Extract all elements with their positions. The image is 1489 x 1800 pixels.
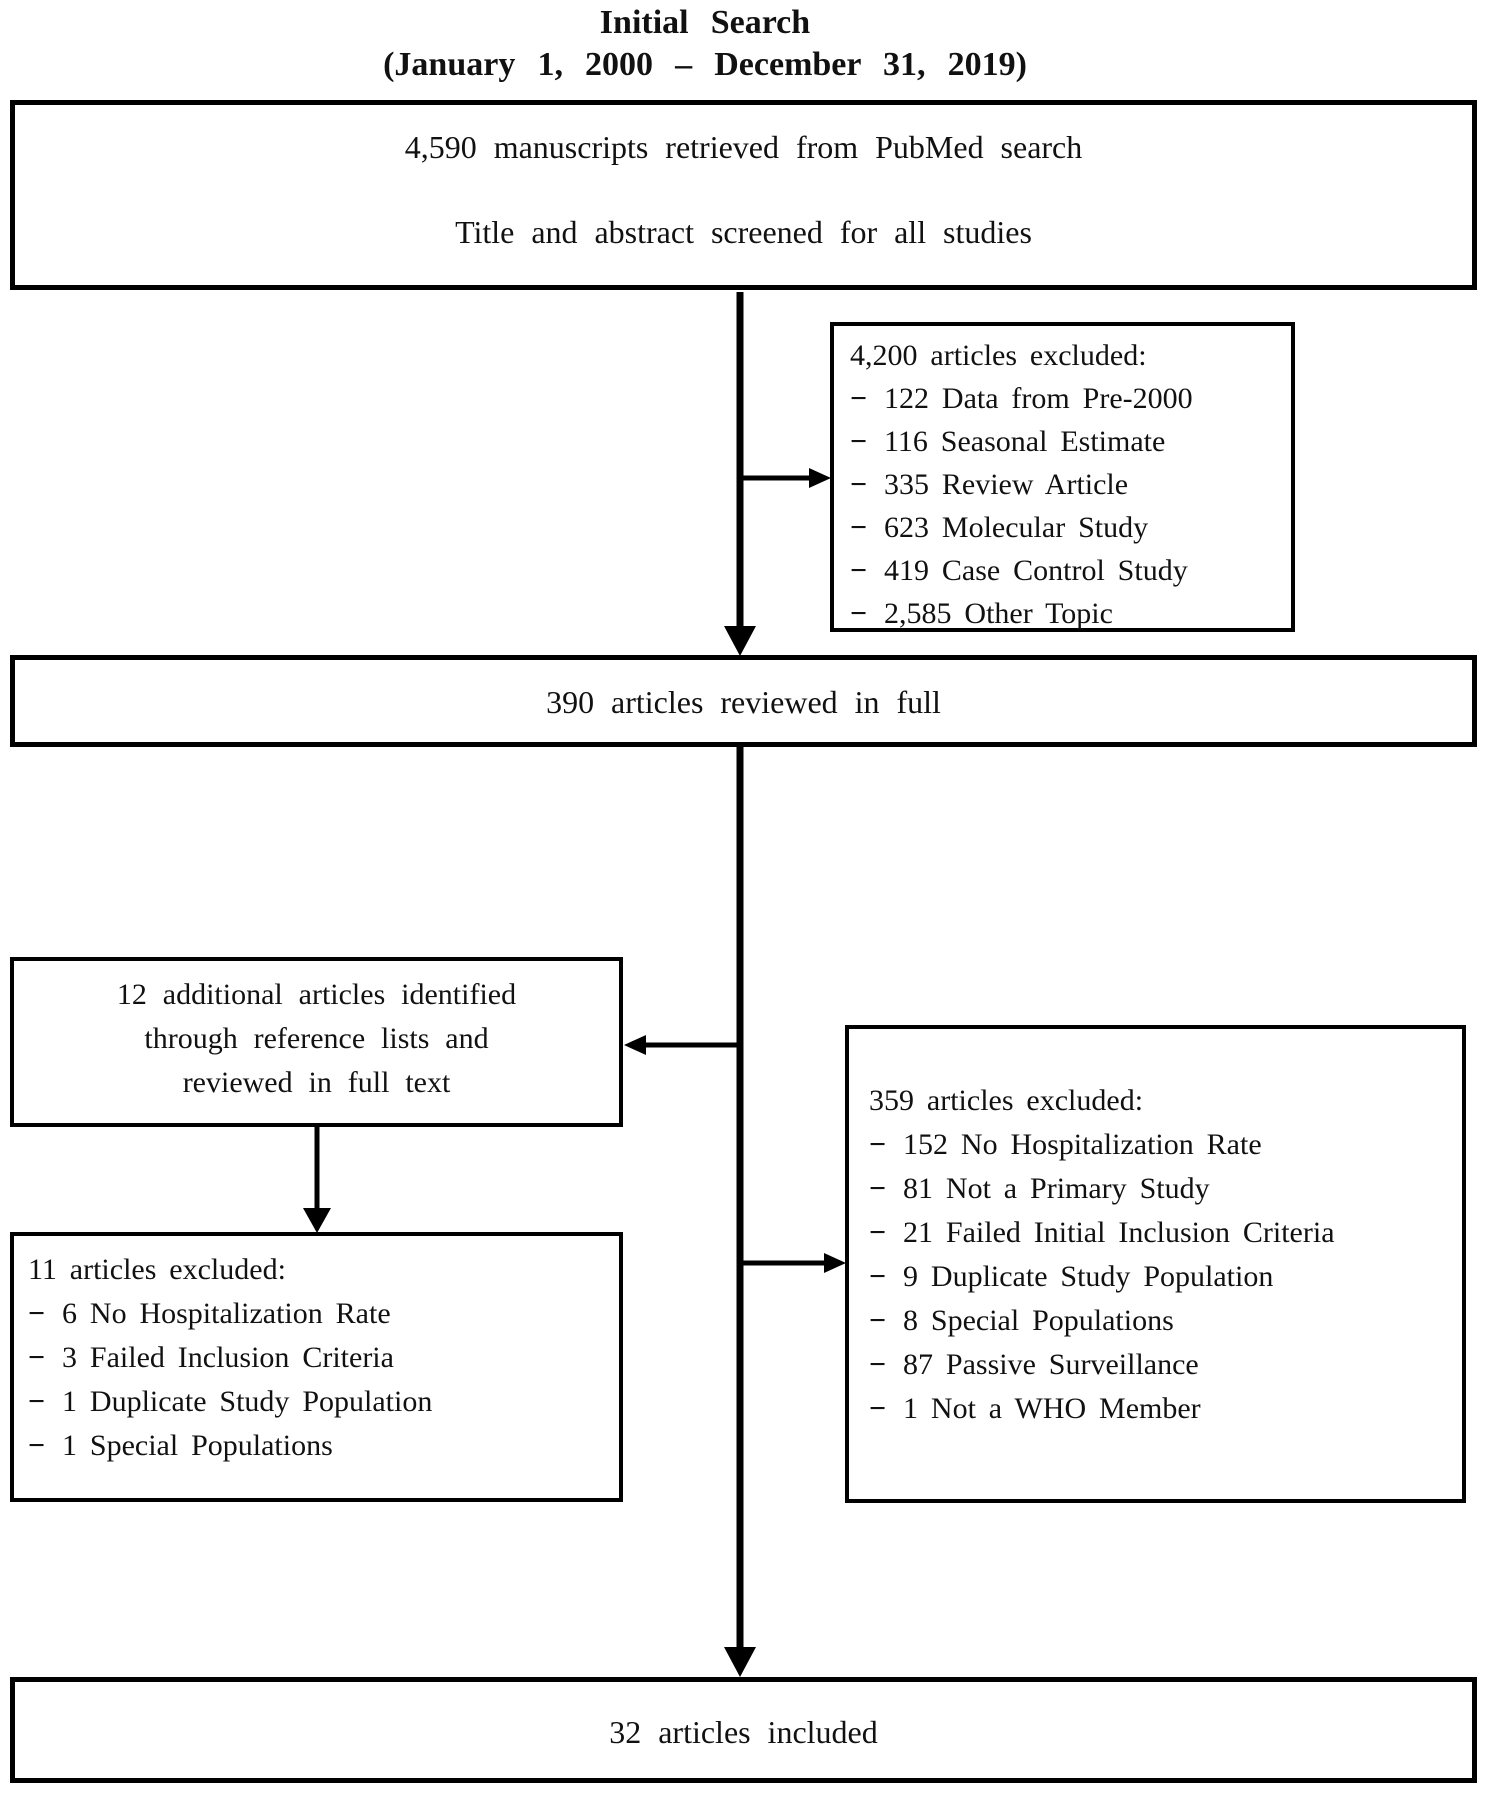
list-item: − 3 Failed Inclusion Criteria <box>28 1336 615 1380</box>
dash-bullet: − <box>869 1216 887 1249</box>
arrow-to-excluded-full-head <box>824 1253 846 1273</box>
dash-bullet: − <box>869 1304 887 1337</box>
arrow-additional-to-excluded-head <box>303 1208 331 1233</box>
arrow-reviewed-to-included-head <box>724 1647 756 1677</box>
box-excluded-initial <box>830 322 1295 632</box>
dash-bullet: − <box>869 1348 887 1381</box>
dash-bullet: − <box>850 597 868 630</box>
dash-bullet: − <box>869 1172 887 1205</box>
title-line-2: (January 1, 2000 – December 31, 2019) <box>383 46 1027 83</box>
list-item: − 6 No Hospitalization Rate <box>28 1292 615 1336</box>
diagram-title <box>0 2 1410 86</box>
additional-line-1: 12 additional articles identified <box>116 978 517 1011</box>
list-item: − 81 Not a Primary Study <box>869 1167 1458 1211</box>
list-item: − 419 Case Control Study <box>850 549 1287 592</box>
dash-bullet: − <box>850 468 868 501</box>
dash-bullet: − <box>869 1392 887 1425</box>
list-item: − 9 Duplicate Study Population <box>869 1255 1458 1299</box>
list-item: − 1 Not a WHO Member <box>869 1387 1458 1431</box>
excluded-additional-header: 11 articles excluded: <box>28 1253 286 1286</box>
dash-bullet: − <box>28 1385 46 1418</box>
dash-bullet: − <box>28 1297 46 1330</box>
list-item: − 152 No Hospitalization Rate <box>869 1123 1458 1167</box>
dash-bullet: − <box>28 1341 46 1374</box>
dash-bullet: − <box>850 382 868 415</box>
arrow-to-additional-head <box>624 1035 646 1055</box>
title-line-1: Initial Search <box>599 4 811 41</box>
list-item: − 1 Special Populations <box>28 1424 615 1468</box>
retrieved-line-1: 4,590 manuscripts retrieved from PubMed search <box>404 129 1083 165</box>
box-excluded-full <box>845 1025 1466 1503</box>
list-item: − 116 Seasonal Estimate <box>850 420 1287 463</box>
retrieved-line-2: Title and abstract screened for all studies <box>455 214 1032 250</box>
box-reviewed <box>10 655 1477 747</box>
dash-bullet: − <box>869 1260 887 1293</box>
additional-line-3: reviewed in full text <box>182 1066 451 1099</box>
list-item: − 1 Duplicate Study Population <box>28 1380 615 1424</box>
dash-bullet: − <box>850 425 868 458</box>
reviewed-text: 390 articles reviewed in full <box>546 684 941 720</box>
arrow-retrieved-to-reviewed-head <box>724 626 756 656</box>
list-item: − 21 Failed Initial Inclusion Criteria <box>869 1211 1458 1255</box>
dash-bullet: − <box>850 511 868 544</box>
box-excluded-additional <box>10 1232 623 1502</box>
dash-bullet: − <box>850 554 868 587</box>
excluded-full-header: 359 articles excluded: <box>869 1084 1144 1117</box>
list-item: − 2,585 Other Topic <box>850 592 1287 635</box>
list-item: − 335 Review Article <box>850 463 1287 506</box>
list-item: − 122 Data from Pre-2000 <box>850 377 1287 420</box>
box-retrieved <box>10 100 1477 290</box>
additional-line-2: through reference lists and <box>144 1022 489 1055</box>
box-additional <box>10 957 623 1127</box>
list-item: − 623 Molecular Study <box>850 506 1287 549</box>
arrow-to-excluded-initial-head <box>809 468 831 488</box>
list-item: − 8 Special Populations <box>869 1299 1458 1343</box>
dash-bullet: − <box>28 1429 46 1462</box>
box-included <box>10 1677 1477 1783</box>
list-item: − 87 Passive Surveillance <box>869 1343 1458 1387</box>
excluded-initial-header: 4,200 articles excluded: <box>850 339 1147 372</box>
included-text: 32 articles included <box>609 1714 878 1750</box>
dash-bullet: − <box>869 1128 887 1161</box>
